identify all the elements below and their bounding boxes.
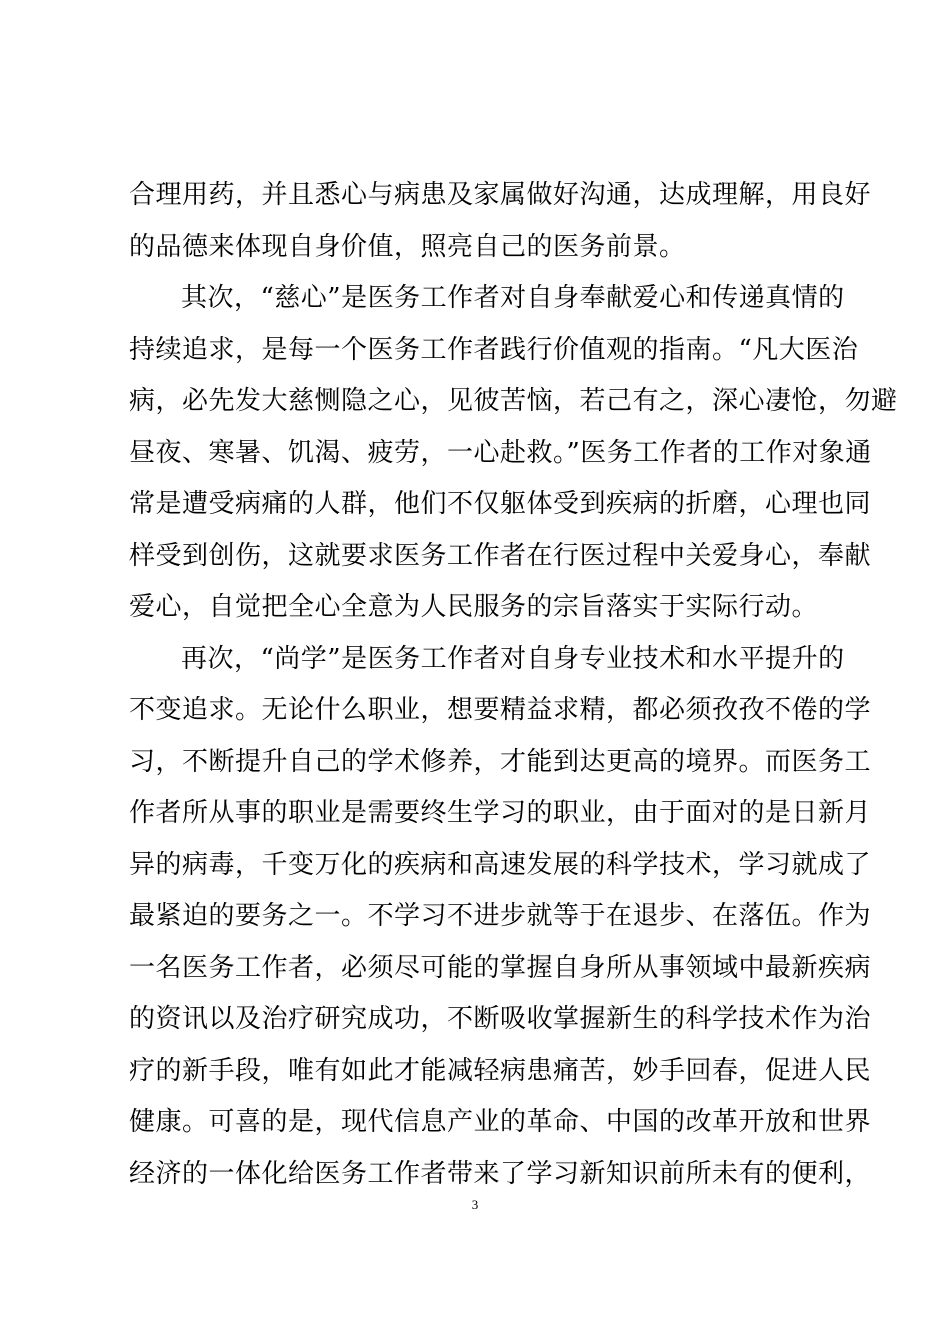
text-line: 的资讯以及治疗研究成功，不断吸收掌握新生的科学技术作为治 [129,1004,872,1034]
text-line: 最紧迫的要务之一。不学习不进步就等于在退步、在落伍。作为 [129,901,872,931]
text-line: 作者所从事的职业是需要终生学习的职业，由于面对的是日新月 [129,798,872,828]
text-line: 的品德来体现自身价值，照亮自己的医务前景。 [129,231,686,262]
text-line: 一名医务工作者，必须尽可能的掌握自身所从事领域中最新疾病 [129,952,872,983]
text-line: 样受到创伤，这就要求医务工作者在行医过程中关爱身心，奉献 [129,540,872,571]
text-line: 持续追求，是每一个医务工作者践行价值观的指南。“凡大医治 [129,334,859,365]
text-line: 健康。可喜的是，现代信息产业的革命、中国的改革开放和世界 [129,1107,872,1137]
text-line: 经济的一体化给医务工作者带来了学习新知识前所未有的便利， [129,1158,872,1189]
text-line: 其次，“慈心”是医务工作者对自身奉献爱心和传递真情的 [181,283,845,313]
text-line: 异的病毒，千变万化的疾病和高速发展的科学技术，学习就成了 [129,849,872,880]
page-number: 3 [471,1197,479,1212]
text-line: 昼夜、寒暑、饥渴、疲劳，一心赴救。”医务工作者的工作对象通 [129,437,872,468]
text-line: 不变追求。无论什么职业，想要精益求精，都必须孜孜不倦的学 [129,695,872,725]
text-line: 病，必先发大慈恻隐之心，见彼苦恼，若己有之，深心凄怆，勿避 [129,386,898,416]
text-line: 习，不断提升自己的学术修养，才能到达更高的境界。而医务工 [129,746,872,777]
body-text [129,170,898,1200]
text-line: 爱心，自觉把全心全意为人民服务的宗旨落实于实际行动。 [129,592,819,622]
text-line: 再次，“尚学”是医务工作者对自身专业技术和水平提升的 [181,643,845,674]
text-line: 合理用药，并且悉心与病患及家属做好沟通，达成理解，用良好 [129,180,872,210]
text-line: 常是遭受病痛的人群，他们不仅躯体受到疾病的折磨，心理也同 [129,489,872,519]
text-line: 疗的新手段，唯有如此才能减轻病患痛苦，妙手回春，促进人民 [129,1055,872,1086]
